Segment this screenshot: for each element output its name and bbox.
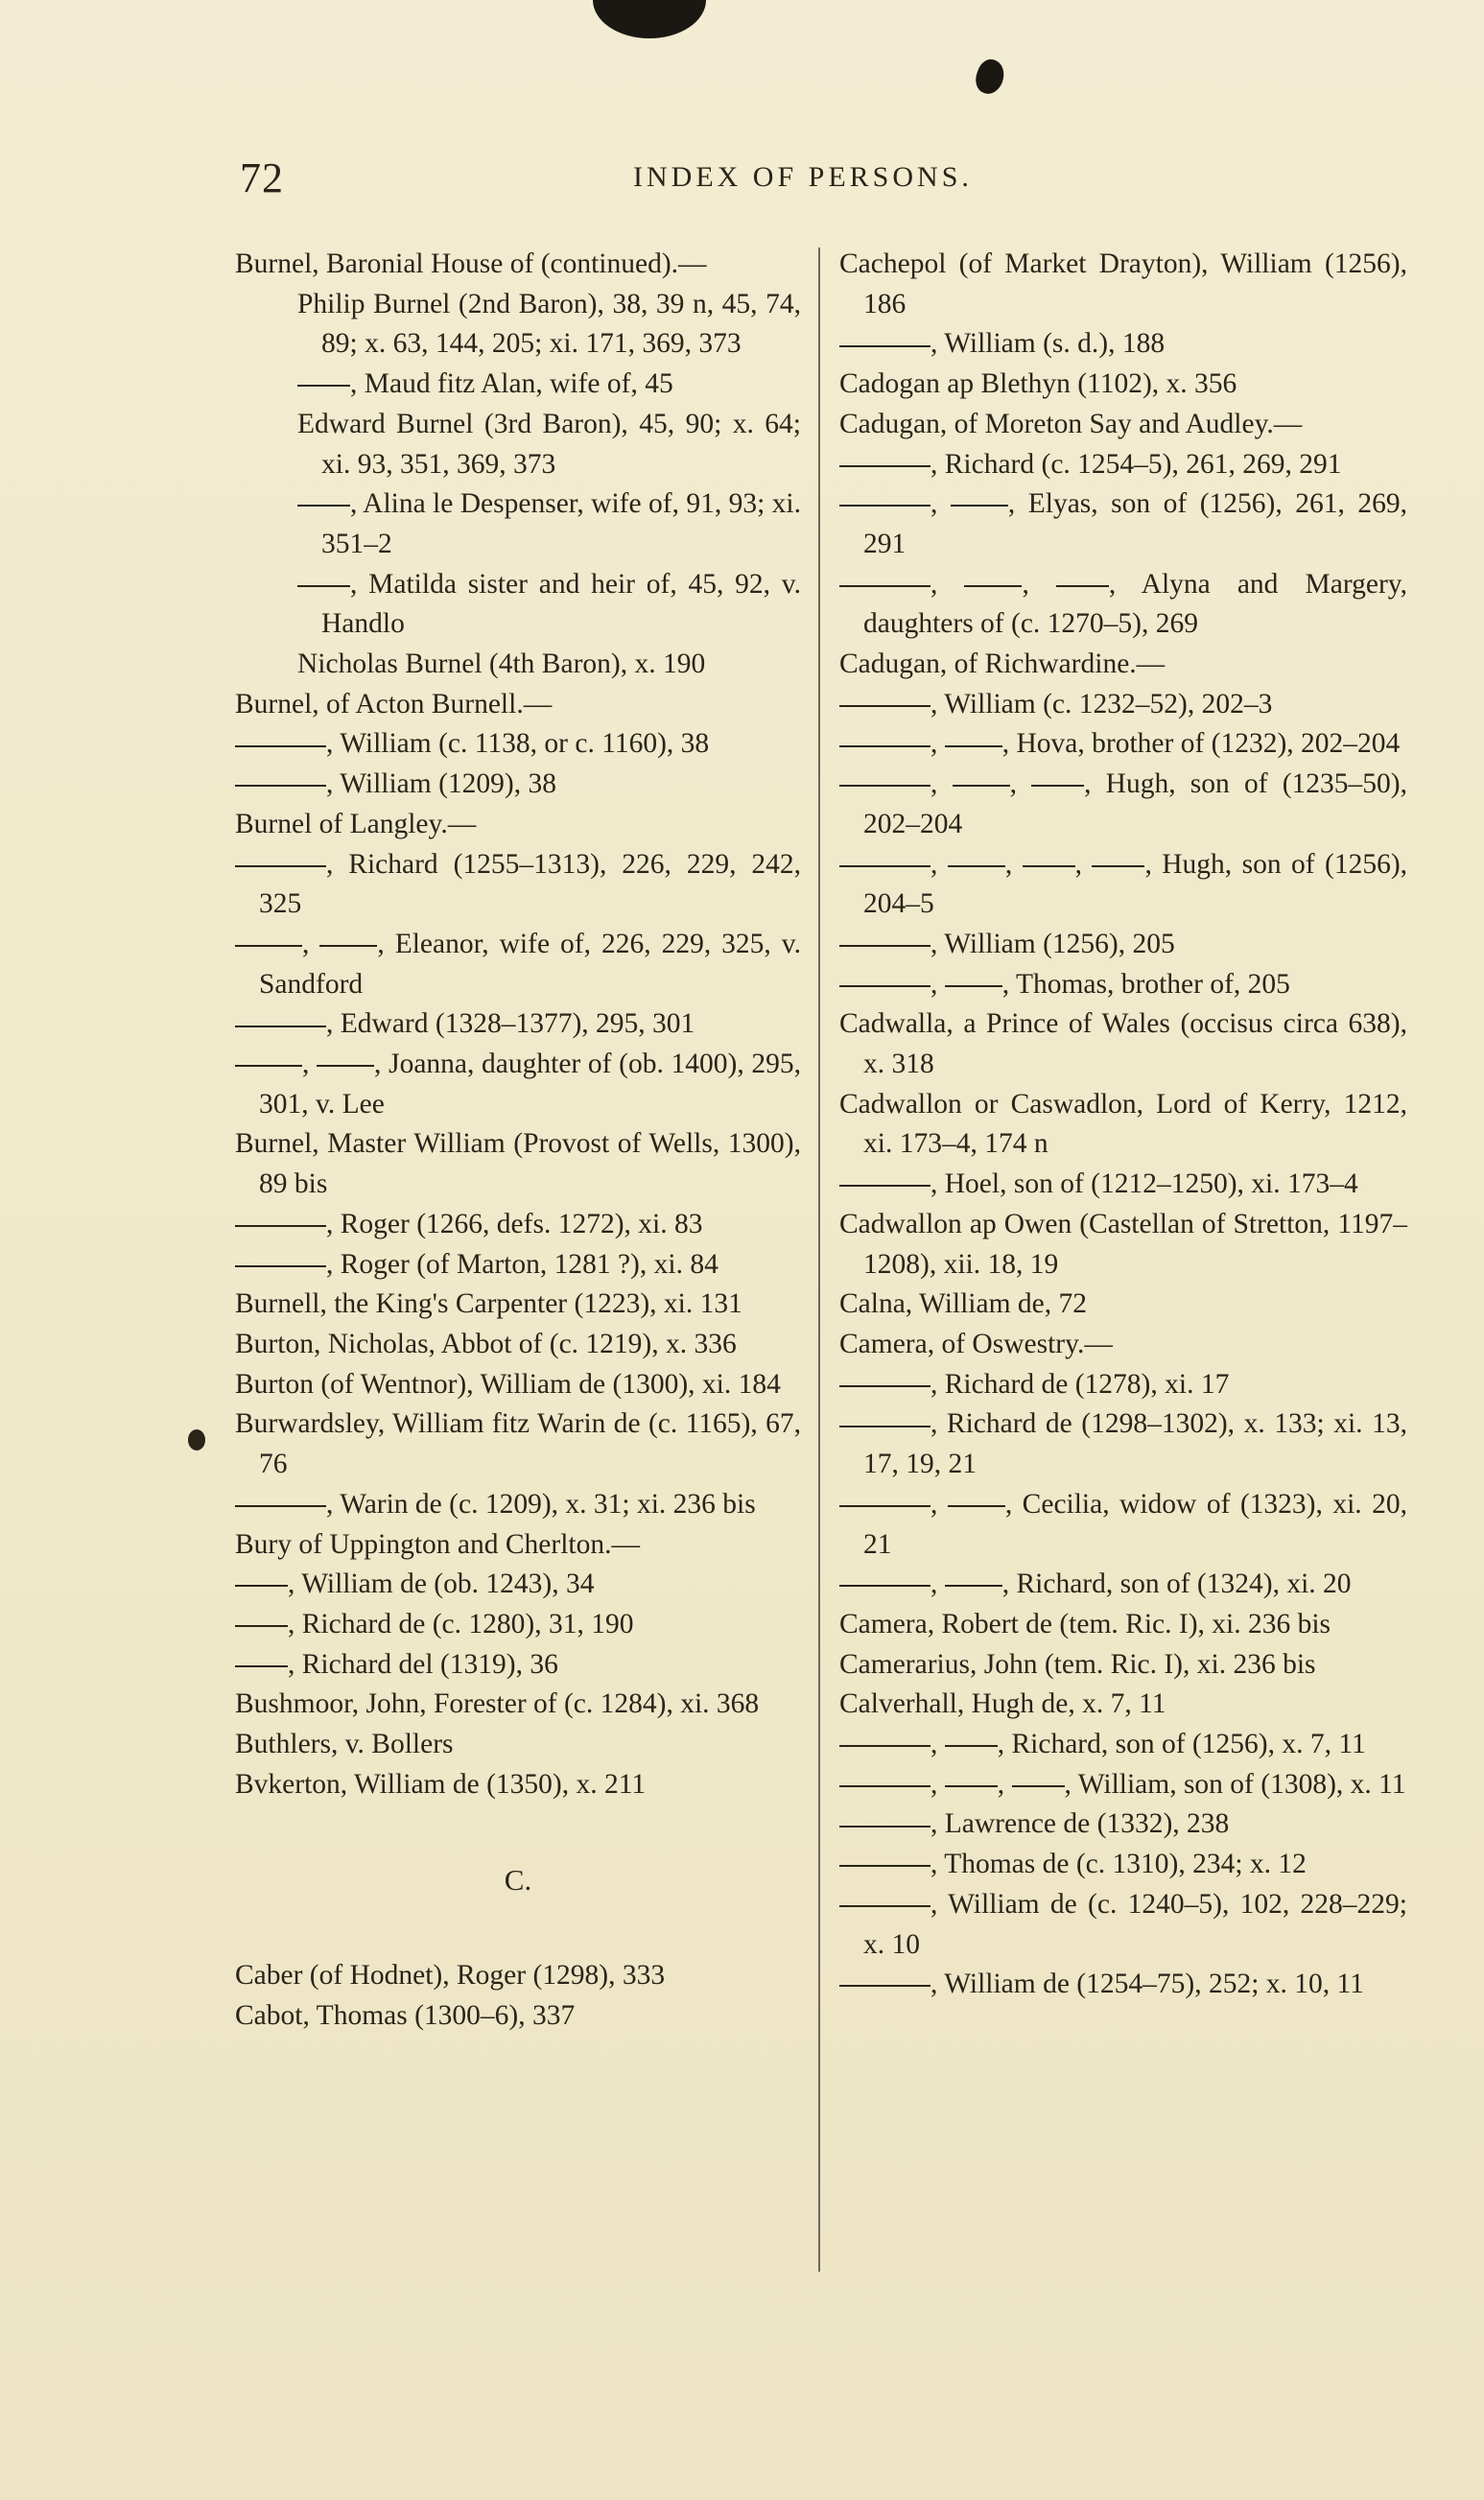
ditto-rule (953, 785, 1010, 787)
ditto-rule (1012, 1785, 1065, 1787)
ditto-rule (839, 1426, 930, 1427)
index-entry: , Alina le Despenser, wife of, 91, 93; xi. 351–2 (235, 484, 801, 564)
ditto-rule (235, 1665, 288, 1667)
index-entry: Cadugan, of Moreton Say and Audley.— (839, 408, 1303, 439)
index-entry: , , Richard, son of (1324), xi. 20 (839, 1565, 1407, 1605)
index-entry: Cadwalla, a Prince of Wales (occisus circa 638), x. 318 (839, 1008, 1407, 1080)
index-entry: Burnel, Baronial House of (continued).— (235, 248, 707, 279)
index-entry: Burton, Nicholas, Abbot of (c. 1219), x. 336 (235, 1328, 737, 1359)
ditto-rule (839, 1505, 930, 1507)
ditto-rule (297, 385, 350, 387)
ditto-rule (297, 505, 350, 507)
ditto-rule (235, 1265, 326, 1267)
ditto-rule (235, 1585, 288, 1587)
ditto-rule (839, 345, 930, 347)
index-entry: , William (s. d.), 188 (839, 324, 1407, 365)
ditto-rule (951, 505, 1008, 507)
column-divider (818, 248, 820, 2272)
index-entry: , Warin de (c. 1209), x. 31; xi. 236 bis (235, 1485, 801, 1525)
index-entry: , Maud fitz Alan, wife of, 45 (235, 365, 801, 405)
right-column (839, 245, 1407, 2005)
ditto-rule (839, 505, 930, 507)
index-entry: Burwardsley, William fitz Warin de (c. 1165), 67, 76 (235, 1408, 801, 1480)
ink-blot (188, 1429, 205, 1450)
index-entry: , Matilda sister and heir of, 45, 92, v. Handlo (235, 565, 801, 645)
index-entry: Calna, William de, 72 (839, 1288, 1087, 1320)
index-entry: , Lawrence de (1332), 238 (839, 1804, 1407, 1845)
index-entry: , , Eleanor, wife of, 226, 229, 325, v. Sandford (235, 925, 801, 1004)
index-entry: , Richard de (c. 1280), 31, 190 (235, 1605, 801, 1645)
index-entry: , Roger (1266, defs. 1272), xi. 83 (235, 1205, 801, 1245)
index-entry: Cadugan, of Richwardine.— (839, 649, 1166, 680)
ink-blot (972, 56, 1009, 97)
index-entry: Cabot, Thomas (1300–6), 337 (235, 1999, 576, 2031)
index-entry: , , Cecilia, widow of (1323), xi. 20, 21 (839, 1485, 1407, 1565)
ditto-rule (839, 785, 930, 787)
page-header (240, 153, 1420, 211)
running-title: INDEX OF PERSONS. (633, 161, 973, 193)
ditto-rule (235, 1225, 326, 1227)
ditto-rule (839, 1905, 930, 1907)
index-entry: Camerarius, John (tem. Ric. I), xi. 236 bis (839, 1648, 1316, 1680)
ditto-rule (839, 1785, 930, 1787)
ditto-rule (839, 945, 930, 947)
left-column (235, 245, 801, 2037)
ditto-rule (839, 465, 930, 467)
ditto-rule (839, 1826, 930, 1828)
index-entry: , Richard de (1278), xi. 17 (839, 1365, 1407, 1405)
ditto-rule (839, 1385, 930, 1387)
index-entry: Burnel of Langley.— (235, 808, 477, 839)
ditto-rule (1023, 865, 1075, 867)
index-entry: , , Elyas, son of (1256), 261, 269, 291 (839, 484, 1407, 564)
index-entry: , , Hova, brother of (1232), 202–204 (839, 724, 1407, 765)
index-entry: , William (1256), 205 (839, 925, 1407, 965)
ditto-rule (1092, 865, 1144, 867)
index-entry: , Edward (1328–1377), 295, 301 (235, 1004, 801, 1045)
ditto-rule (235, 1026, 326, 1027)
ditto-rule (1031, 785, 1084, 787)
index-entry: , William de (1254–75), 252; x. 10, 11 (839, 1965, 1407, 2005)
index-entry: Nicholas Burnel (4th Baron), x. 190 (297, 649, 706, 680)
ditto-rule (839, 1865, 930, 1867)
ditto-rule (964, 585, 1022, 587)
index-entry: Bushmoor, John, Forester of (c. 1284), xi. 368 (235, 1688, 760, 1720)
index-entry: Cachepol (of Market Drayton), William (1256), 186 (839, 248, 1407, 319)
index-entry: , Roger (of Marton, 1281 ?), xi. 84 (235, 1245, 801, 1285)
index-entry: , William de (ob. 1243), 34 (235, 1565, 801, 1605)
ditto-rule (317, 1065, 374, 1067)
index-entry: Edward Burnel (3rd Baron), 45, 90; x. 64; xi. 93, 351, 369, 373 (297, 408, 801, 480)
ditto-rule (839, 985, 930, 987)
ditto-rule (319, 945, 377, 947)
index-entry: Buthlers, v. Bollers (235, 1729, 454, 1760)
index-entry: Bvkerton, William de (1350), x. 211 (235, 1768, 647, 1800)
ditto-rule (948, 1505, 1005, 1507)
index-entry: , Richard de (1298–1302), x. 133; xi. 13, 17, 19, 21 (839, 1404, 1407, 1484)
ditto-rule (948, 865, 1005, 867)
index-entry: , Thomas de (c. 1310), 234; x. 12 (839, 1845, 1407, 1885)
ditto-rule (235, 1065, 302, 1067)
ink-blot (593, 0, 706, 38)
index-entry: Cadogan ap Blethyn (1102), x. 356 (839, 368, 1237, 400)
ditto-rule (839, 1185, 930, 1187)
index-entry: Philip Burnel (2nd Baron), 38, 39 n, 45, 74, 89; x. 63, 144, 205; xi. 171, 369, 373 (297, 288, 801, 360)
index-entry: Camera, of Oswestry.— (839, 1328, 1113, 1359)
ditto-rule (297, 585, 350, 587)
index-entry: Burnel, of Acton Burnell.— (235, 688, 553, 719)
index-entry: Burnel, Master William (Provost of Wells, 1300), 89 bis (235, 1128, 801, 1200)
ditto-rule (839, 1585, 930, 1587)
index-entry: , Richard (c. 1254–5), 261, 269, 291 (839, 445, 1407, 485)
index-entry: Camera, Robert de (tem. Ric. I), xi. 236 bis (839, 1608, 1331, 1639)
ditto-rule (945, 1585, 1002, 1587)
index-entry: , William de (c. 1240–5), 102, 228–229; x. 10 (839, 1885, 1407, 1965)
page-number: 72 (240, 154, 284, 201)
ditto-rule (235, 1625, 288, 1627)
index-entry: , , , Hugh, son of (1235–50), 202–204 (839, 765, 1407, 844)
index-entry: , , , , Hugh, son of (1256), 204–5 (839, 845, 1407, 925)
ditto-rule (235, 865, 326, 867)
index-entry: , , Joanna, daughter of (ob. 1400), 295, 301, v. Lee (235, 1045, 801, 1124)
index-entry: , William (c. 1138, or c. 1160), 38 (235, 724, 801, 765)
index-entry: Burnell, the King's Carpenter (1223), xi. 131 (235, 1288, 742, 1320)
index-entry: Bury of Uppington and Cherlton.— (235, 1528, 640, 1560)
section-heading: C. (504, 1863, 532, 1898)
index-entry: , William (1209), 38 (235, 765, 801, 805)
ditto-rule (945, 745, 1002, 747)
index-entry: , , Thomas, brother of, 205 (839, 965, 1407, 1005)
ditto-rule (235, 945, 302, 947)
ditto-rule (235, 745, 326, 747)
ditto-rule (945, 1785, 998, 1787)
ditto-rule (839, 865, 930, 867)
index-entry: Burton (of Wentnor), William de (1300), xi. 184 (235, 1368, 781, 1400)
index-entry: Caber (of Hodnet), Roger (1298), 333 (235, 1960, 666, 1992)
index-entry: , William (c. 1232–52), 202–3 (839, 685, 1407, 725)
index-entry: , , Richard, son of (1256), x. 7, 11 (839, 1725, 1407, 1765)
index-entry: Calverhall, Hugh de, x. 7, 11 (839, 1688, 1166, 1720)
index-entry: , , , Alyna and Margery, daughters of (c. 1270–5), 269 (839, 565, 1407, 645)
ditto-rule (945, 1745, 998, 1747)
ditto-rule (1056, 585, 1109, 587)
index-entry: Cadwallon or Caswadlon, Lord of Kerry, 1212, xi. 173–4, 174 n (839, 1088, 1407, 1160)
index-entry: , Hoel, son of (1212–1250), xi. 173–4 (839, 1165, 1407, 1205)
ditto-rule (839, 705, 930, 707)
ditto-rule (839, 585, 930, 587)
index-entry: , Richard del (1319), 36 (235, 1645, 801, 1686)
ditto-rule (235, 1505, 326, 1507)
ditto-rule (839, 1745, 930, 1747)
ditto-rule (945, 985, 1002, 987)
index-entry: , , , William, son of (1308), x. 11 (839, 1765, 1407, 1805)
index-entry: , Richard (1255–1313), 226, 229, 242, 325 (235, 845, 801, 925)
ditto-rule (839, 1985, 930, 1987)
ditto-rule (839, 745, 930, 747)
index-entry: Cadwallon ap Owen (Castellan of Stretton, 1197–1208), xii. 18, 19 (839, 1208, 1407, 1280)
ditto-rule (235, 785, 326, 787)
